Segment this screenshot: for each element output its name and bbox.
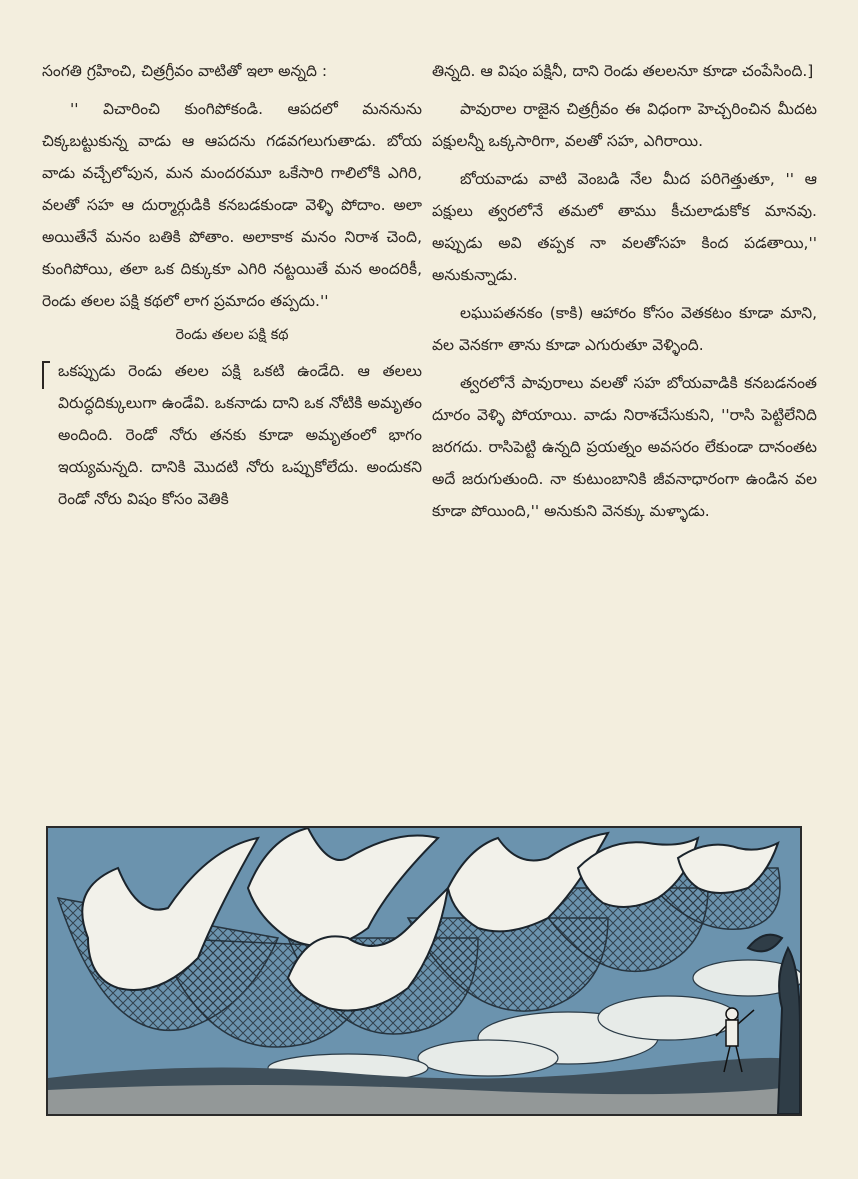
paragraph: తిన్నది. ఆ విషం పక్షినీ, దాని రెండు తలలనూ కూడా చంపేసింది.] — [432, 62, 814, 80]
paragraph: పావురాల రాజైన చిత్రగ్రీవం ఈ విధంగా హెచ్చరించిన మీదట పక్షులన్నీ ఒక్కసారిగా, వలతో సహ, ఎగిరాయి. — [432, 100, 817, 150]
story-bracket-block — [42, 355, 422, 515]
paragraph: '' విచారించి కుంగిపోకండి. ఆపదలో మననును చిక్కబట్టుకున్న వాడు ఆ ఆపదను గడవగలుగుతాడు. బోయ వాడు వచ్చేలోపున, మన మందరమూ ఒకేసారి గాలిలోకి ఎగిరి, వలతో సహ ఆ దుర్మార్గుడికి కనబడకుండా వెళ్ళి పోదాం. అలా అయితేనే మనం బతికి పోతాం. అలాకాక మనం నిరాశ చెంది, కుంగిపోయి, తలా ఒక దిక్కుకూ ఎగిరి నట్టయితే మన అందరికీ, రెండు తలల పక్షి కథలో లాగ ప్రమాదం తప్పదు.'' — [42, 100, 422, 310]
paragraph: సంగతి గ్రహించి, చిత్రగ్రీవం వాటితో ఇలా అన్నది : — [42, 62, 328, 80]
paragraph: ఒకప్పుడు రెండు తలల పక్షి ఒకటి ఉండేది. ఆ తలలు విరుద్ధదిక్కులుగా ఉండేవి. ఒకనాడు దాని ఒక నోటికి అమృతం అందింది. రెండో నోరు తనకు కూడా అమృతంలో భాగం ఇయ్యమన్నది. దానికి మొదటి నోరు ఒప్పుకోలేదు. అందుకని రెండో నోరు విషం కోసం వెతికి — [58, 362, 422, 508]
paragraph: బోయవాడు వాటి వెంబడి నేల మీద పరిగెత్తుతూ, '' ఆ పక్షులు త్వరలోనే తమలో తాము కీచులాడుకోక మానవు. అప్పుడు అవి తప్పక నా వలతోసహ కింద పడతాయి,'' అనుకున్నాడు. — [432, 170, 817, 284]
paragraph: త్వరలోనే పావురాలు వలతో సహ బోయవాడికి కనబడనంత దూరం వెళ్ళి పోయాయి. వాడు నిరాశచేసుకుని, ''రాసి పెట్టిలేనిది జరగదు. రాసిపెట్టి ఉన్నది ప్రయత్నం అవసరం లేకుండా దానంతట అదే జరుగుతుంది. నా కుటుంబానికి జీవనాధారంగా ఉండిన వల కూడా పోయింది,'' అనుకుని వెనక్కు మళ్ళాడు. — [432, 374, 817, 520]
left-text-column — [42, 55, 422, 515]
illustration-svg — [48, 828, 800, 1114]
right-text-column — [432, 55, 817, 527]
pigeons-flying-with-net-illustration — [46, 826, 802, 1116]
story-subheading: రెండు తలల పక్షి కథ — [175, 327, 289, 343]
paragraph: లఘుపతనకం (కాకి) ఆహారం కోసం వెతకటం కూడా మాని, వల వెనకగా తాను కూడా ఎగురుతూ వెళ్ళింది. — [432, 304, 817, 354]
